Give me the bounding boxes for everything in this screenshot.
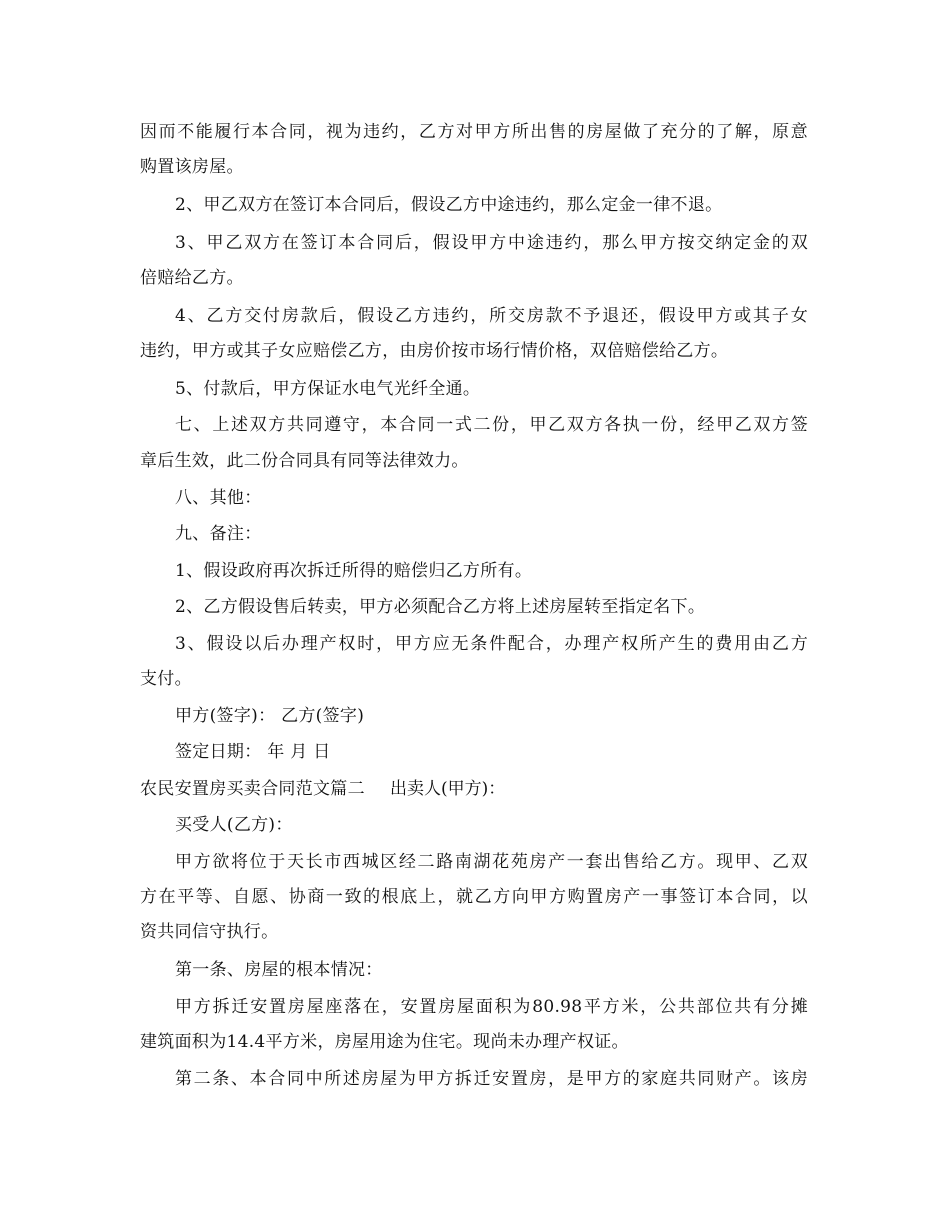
paragraph-line: 3、假设以后办理产权时，甲方应无条件配合，办理产权所产生的费用由乙方	[175, 634, 808, 654]
paragraph-line: 2、甲乙双方在签订本合同后，假设乙方中途违约，那么定金一律不退。	[175, 195, 723, 215]
paragraph-line: 甲方拆迁安置房屋座落在，安置房屋面积为80.98平方米，公共部位共有分摊	[175, 997, 808, 1017]
paragraph-line: 建筑面积为14.4平方米，房屋用途为住宅。现尚未办理产权证。	[140, 1032, 629, 1052]
paragraph-line: 支付。	[140, 669, 192, 689]
paragraph-line: 倍赔给乙方。	[140, 268, 244, 288]
seller-label: 出卖人(甲方)：	[390, 779, 506, 799]
buyer-label: 买受人(乙方)：	[175, 815, 293, 835]
paragraph-line: 违约，甲方或其子女应赔偿乙方，由房价按市场行情价格，双倍赔偿给乙方。	[140, 341, 729, 361]
section-heading: 九、备注：	[175, 524, 262, 544]
paragraph-line: 1、假设政府再次拆迁所得的赔偿归乙方所有。	[175, 561, 533, 581]
paragraph-line: 购置该房屋。	[140, 157, 244, 177]
paragraph-line: 3、甲乙双方在签订本合同后，假设甲方中途违约，那么甲方按交纳定金的双	[175, 233, 808, 253]
paragraph-line: 方在平等、自愿、协商一致的根底上，就乙方向甲方购置房产一事签订本合同，以	[140, 887, 808, 907]
paragraph-line: 七、上述双方共同遵守，本合同一式二份，甲乙双方各执一份，经甲乙双方签	[175, 415, 808, 435]
paragraph-line: 4、乙方交付房款后，假设乙方违约，所交房款不予退还，假设甲方或其子女	[175, 306, 808, 326]
paragraph-line: 章后生效，此二份合同具有同等法律效力。	[140, 451, 469, 471]
section-heading: 八、其他：	[175, 488, 262, 508]
article-heading: 第一条、房屋的根本情况：	[175, 960, 383, 980]
signature-line: 甲方(签字)： 乙方(签字)	[175, 706, 365, 726]
date-line: 签定日期： 年 月 日	[175, 742, 331, 762]
paragraph-line: 甲方欲将位于天长市西城区经二路南湖花苑房产一套出售给乙方。现甲、乙双	[175, 852, 808, 872]
paragraph-line: 因而不能履行本合同，视为违约，乙方对甲方所出售的房屋做了充分的了解，原意	[140, 122, 808, 142]
paragraph-line: 资共同信守执行。	[140, 922, 279, 942]
paragraph-line: 5、付款后，甲方保证水电气光纤全通。	[175, 379, 481, 399]
section-title: 农民安置房买卖合同范文篇二	[140, 779, 365, 799]
paragraph-line: 2、乙方假设售后转卖，甲方必须配合乙方将上述房屋转至指定名下。	[175, 597, 706, 617]
paragraph-line: 第二条、本合同中所述房屋为甲方拆迁安置房，是甲方的家庭共同财产。该房	[175, 1069, 808, 1089]
